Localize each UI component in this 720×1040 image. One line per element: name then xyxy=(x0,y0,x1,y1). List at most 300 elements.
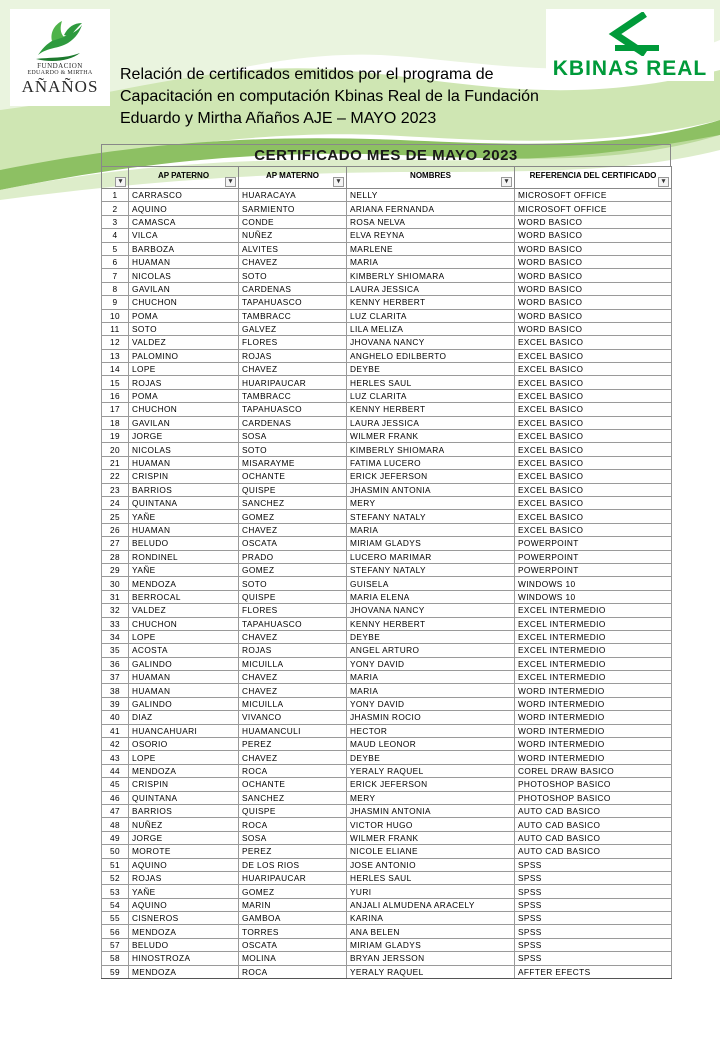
cell-referencia: EXCEL BASICO xyxy=(515,496,672,509)
cell-referencia: WORD BASICO xyxy=(515,242,672,255)
cell-nombres: LUZ CLARITA xyxy=(347,309,515,322)
cell-number: 21 xyxy=(102,456,129,469)
cell-nombres: MARIA xyxy=(347,684,515,697)
cell-nombres: LUZ CLARITA xyxy=(347,389,515,402)
cell-number: 25 xyxy=(102,510,129,523)
cell-ap-materno: TAPAHUASCO xyxy=(239,617,347,630)
cell-ap-paterno: JORGE xyxy=(129,430,239,443)
cell-nombres: ANGEL ARTURO xyxy=(347,644,515,657)
cell-number: 1 xyxy=(102,189,129,202)
cell-ap-paterno: HUAMAN xyxy=(129,523,239,536)
cell-number: 43 xyxy=(102,751,129,764)
cell-ap-paterno: YAÑE xyxy=(129,563,239,576)
cell-number: 48 xyxy=(102,818,129,831)
cell-ap-materno: QUISPE xyxy=(239,483,347,496)
table-row xyxy=(102,550,672,563)
table-row xyxy=(102,858,672,871)
cell-ap-materno: TORRES xyxy=(239,925,347,938)
table-row xyxy=(102,577,672,590)
table-row xyxy=(102,938,672,951)
cell-ap-materno: CHAVEZ xyxy=(239,630,347,643)
cell-referencia: WORD BASICO xyxy=(515,215,672,228)
header-label: AP PATERNO xyxy=(157,171,210,180)
cell-ap-materno: CHAVEZ xyxy=(239,671,347,684)
title-line-1: Relación de certificados emitidos por el programa de xyxy=(120,66,494,83)
table-row xyxy=(102,671,672,684)
kbinas-chevron-icon xyxy=(601,12,661,56)
cell-nombres: HERLES SAUL xyxy=(347,376,515,389)
cell-ap-paterno: RONDINEL xyxy=(129,550,239,563)
cell-ap-materno: TAPAHUASCO xyxy=(239,403,347,416)
cell-referencia: POWERPOINT xyxy=(515,550,672,563)
cell-referencia: WORD INTERMEDIO xyxy=(515,711,672,724)
cell-number: 34 xyxy=(102,630,129,643)
cell-referencia: WINDOWS 10 xyxy=(515,590,672,603)
cell-ap-paterno: CARRASCO xyxy=(129,189,239,202)
cell-ap-paterno: GALINDO xyxy=(129,697,239,710)
cell-referencia: EXCEL BASICO xyxy=(515,483,672,496)
cell-ap-materno: SOTO xyxy=(239,269,347,282)
kbinas-real-logo xyxy=(546,9,714,81)
cell-referencia: EXCEL BASICO xyxy=(515,510,672,523)
cell-number: 32 xyxy=(102,604,129,617)
logo-line-1: FUNDACION xyxy=(37,62,83,70)
cell-referencia: AFFTER EFECTS xyxy=(515,965,672,978)
cell-referencia: WORD INTERMEDIO xyxy=(515,724,672,737)
cell-referencia: SPSS xyxy=(515,925,672,938)
cell-number: 51 xyxy=(102,858,129,871)
cell-referencia: EXCEL BASICO xyxy=(515,403,672,416)
cell-nombres: JHOVANA NANCY xyxy=(347,604,515,617)
cell-referencia: WINDOWS 10 xyxy=(515,577,672,590)
table-row xyxy=(102,697,672,710)
table-row xyxy=(102,630,672,643)
title-line-2: Capacitación en computación Kbinas Real de la Fundación xyxy=(120,88,539,105)
cell-ap-materno: ROCA xyxy=(239,764,347,777)
cell-number: 33 xyxy=(102,617,129,630)
table-row xyxy=(102,242,672,255)
document-title xyxy=(120,64,560,130)
cell-referencia: WORD BASICO xyxy=(515,282,672,295)
cell-nombres: VICTOR HUGO xyxy=(347,818,515,831)
cell-ap-paterno: YAÑE xyxy=(129,885,239,898)
cell-ap-paterno: ROJAS xyxy=(129,376,239,389)
cell-number: 9 xyxy=(102,296,129,309)
cell-ap-paterno: GAVILAN xyxy=(129,416,239,429)
table-row xyxy=(102,349,672,362)
cell-referencia: PHOTOSHOP BASICO xyxy=(515,791,672,804)
cell-number: 58 xyxy=(102,952,129,965)
cell-ap-paterno: JORGE xyxy=(129,831,239,844)
cell-number: 39 xyxy=(102,697,129,710)
cell-number: 42 xyxy=(102,738,129,751)
cell-ap-materno: PRADO xyxy=(239,550,347,563)
table-row xyxy=(102,925,672,938)
cell-number: 23 xyxy=(102,483,129,496)
logo-line-3: AÑAÑOS xyxy=(21,77,99,96)
cell-number: 54 xyxy=(102,898,129,911)
cell-ap-materno: GALVEZ xyxy=(239,322,347,335)
cell-ap-paterno: PALOMINO xyxy=(129,349,239,362)
cell-referencia: WORD BASICO xyxy=(515,296,672,309)
cell-ap-materno: ROCA xyxy=(239,965,347,978)
table-row xyxy=(102,229,672,242)
table-row xyxy=(102,416,672,429)
cell-ap-paterno: NICOLAS xyxy=(129,443,239,456)
cell-ap-paterno: VALDEZ xyxy=(129,336,239,349)
cell-nombres: KENNY HERBERT xyxy=(347,617,515,630)
cell-ap-materno: TAMBRACC xyxy=(239,309,347,322)
cell-ap-paterno: CHUCHON xyxy=(129,617,239,630)
cell-ap-materno: GOMEZ xyxy=(239,563,347,576)
cell-number: 31 xyxy=(102,590,129,603)
cell-ap-paterno: CRISPIN xyxy=(129,778,239,791)
table-row xyxy=(102,483,672,496)
cell-number: 30 xyxy=(102,577,129,590)
cell-ap-materno: SOTO xyxy=(239,577,347,590)
cell-referencia: WORD BASICO xyxy=(515,322,672,335)
cell-ap-materno: CHAVEZ xyxy=(239,523,347,536)
cell-referencia: SPSS xyxy=(515,885,672,898)
cell-number: 17 xyxy=(102,403,129,416)
cell-ap-paterno: LOPE xyxy=(129,751,239,764)
cell-ap-paterno: DIAZ xyxy=(129,711,239,724)
cell-nombres: MARIA xyxy=(347,523,515,536)
cell-referencia: EXCEL INTERMEDIO xyxy=(515,604,672,617)
cell-number: 11 xyxy=(102,322,129,335)
cell-nombres: MERY xyxy=(347,791,515,804)
cell-nombres: GUISELA xyxy=(347,577,515,590)
cell-ap-materno: ALVITES xyxy=(239,242,347,255)
table-row xyxy=(102,724,672,737)
table-row xyxy=(102,912,672,925)
cell-nombres: MARIA ELENA xyxy=(347,590,515,603)
table-row xyxy=(102,189,672,202)
kbinas-real-wordmark: KBINAS REAL xyxy=(552,57,708,80)
table-row xyxy=(102,376,672,389)
cell-ap-materno: TAPAHUASCO xyxy=(239,296,347,309)
cell-ap-materno: CHAVEZ xyxy=(239,255,347,268)
cell-nombres: ANJALI ALMUDENA ARACELY xyxy=(347,898,515,911)
cell-number: 57 xyxy=(102,938,129,951)
filter-dropdown-icon[interactable]: ▾ xyxy=(115,177,126,187)
cell-nombres: KIMBERLY SHIOMARA xyxy=(347,443,515,456)
table-row xyxy=(102,804,672,817)
cell-ap-paterno: CAMASCA xyxy=(129,215,239,228)
table-row xyxy=(102,764,672,777)
cell-number: 35 xyxy=(102,644,129,657)
cell-referencia: SPSS xyxy=(515,858,672,871)
cell-nombres: STEFANY NATALY xyxy=(347,510,515,523)
cell-referencia: EXCEL INTERMEDIO xyxy=(515,671,672,684)
cell-ap-materno: PEREZ xyxy=(239,845,347,858)
cell-ap-paterno: QUINTANA xyxy=(129,791,239,804)
header-ap-materno xyxy=(239,167,347,189)
cell-ap-materno: MISARAYME xyxy=(239,456,347,469)
cell-ap-paterno: POMA xyxy=(129,309,239,322)
cell-ap-materno: TAMBRACC xyxy=(239,389,347,402)
dove-hand-icon xyxy=(34,17,86,63)
cell-number: 52 xyxy=(102,871,129,884)
cell-number: 14 xyxy=(102,363,129,376)
cell-number: 2 xyxy=(102,202,129,215)
cell-ap-paterno: NICOLAS xyxy=(129,269,239,282)
cell-referencia: AUTO CAD BASICO xyxy=(515,818,672,831)
cell-nombres: ROSA NELVA xyxy=(347,215,515,228)
cell-ap-materno: OCHANTE xyxy=(239,470,347,483)
table-row xyxy=(102,965,672,978)
cell-ap-paterno: BARRIOS xyxy=(129,804,239,817)
cell-nombres: LILA MELIZA xyxy=(347,322,515,335)
cell-referencia: WORD INTERMEDIO xyxy=(515,684,672,697)
cell-ap-materno: FLORES xyxy=(239,604,347,617)
table-row xyxy=(102,898,672,911)
cell-referencia: POWERPOINT xyxy=(515,563,672,576)
cell-ap-paterno: HUAMAN xyxy=(129,671,239,684)
cell-nombres: NICOLE ELIANE xyxy=(347,845,515,858)
cell-nombres: YONY DAVID xyxy=(347,657,515,670)
filter-dropdown-icon[interactable]: ▾ xyxy=(501,177,512,187)
cell-referencia: WORD INTERMEDIO xyxy=(515,697,672,710)
table-row xyxy=(102,389,672,402)
cell-number: 44 xyxy=(102,764,129,777)
cell-ap-paterno: POMA xyxy=(129,389,239,402)
cell-ap-paterno: SOTO xyxy=(129,322,239,335)
cell-ap-paterno: BARBOZA xyxy=(129,242,239,255)
cell-ap-paterno: GALINDO xyxy=(129,657,239,670)
cell-nombres: ANGHELO EDILBERTO xyxy=(347,349,515,362)
cell-ap-materno: PEREZ xyxy=(239,738,347,751)
cell-nombres: YONY DAVID xyxy=(347,697,515,710)
table-title: CERTIFICADO MES DE MAYO 2023 xyxy=(101,144,671,166)
table-row xyxy=(102,202,672,215)
cell-ap-materno: GOMEZ xyxy=(239,885,347,898)
cell-ap-paterno: CHUCHON xyxy=(129,403,239,416)
cell-ap-materno: OSCATA xyxy=(239,938,347,951)
cell-nombres: ELVA REYNA xyxy=(347,229,515,242)
table-row xyxy=(102,604,672,617)
logo-line-2: EDUARDO & MIRTHA xyxy=(27,70,93,76)
cell-number: 6 xyxy=(102,255,129,268)
table-row xyxy=(102,778,672,791)
cell-ap-materno: CARDENAS xyxy=(239,282,347,295)
cell-referencia: WORD BASICO xyxy=(515,269,672,282)
cell-nombres: JHASMIN ANTONIA xyxy=(347,804,515,817)
cell-nombres: MAUD LEONOR xyxy=(347,738,515,751)
cell-nombres: JHOVANA NANCY xyxy=(347,336,515,349)
cell-ap-paterno: HUAMAN xyxy=(129,255,239,268)
cell-referencia: SPSS xyxy=(515,871,672,884)
cell-number: 8 xyxy=(102,282,129,295)
cell-number: 22 xyxy=(102,470,129,483)
table-row xyxy=(102,952,672,965)
cell-nombres: KARINA xyxy=(347,912,515,925)
table-row xyxy=(102,255,672,268)
cell-referencia: POWERPOINT xyxy=(515,537,672,550)
cell-number: 4 xyxy=(102,229,129,242)
cell-nombres: LAURA JESSICA xyxy=(347,416,515,429)
cell-referencia: EXCEL BASICO xyxy=(515,336,672,349)
cell-number: 37 xyxy=(102,671,129,684)
cell-ap-paterno: OSORIO xyxy=(129,738,239,751)
header-number xyxy=(102,167,129,189)
cell-ap-materno: FLORES xyxy=(239,336,347,349)
cell-ap-paterno: ACOSTA xyxy=(129,644,239,657)
table-row xyxy=(102,751,672,764)
cell-ap-paterno: HUAMAN xyxy=(129,684,239,697)
cell-number: 55 xyxy=(102,912,129,925)
cell-referencia: WORD INTERMEDIO xyxy=(515,738,672,751)
cell-nombres: JHASMIN ROCIO xyxy=(347,711,515,724)
cell-number: 18 xyxy=(102,416,129,429)
cell-nombres: LUCERO MARIMAR xyxy=(347,550,515,563)
cell-number: 7 xyxy=(102,269,129,282)
cell-referencia: EXCEL BASICO xyxy=(515,456,672,469)
cell-ap-materno: CHAVEZ xyxy=(239,363,347,376)
cell-ap-materno: OSCATA xyxy=(239,537,347,550)
table-row xyxy=(102,818,672,831)
cell-referencia: EXCEL BASICO xyxy=(515,389,672,402)
table-row xyxy=(102,443,672,456)
cell-number: 19 xyxy=(102,430,129,443)
cell-number: 38 xyxy=(102,684,129,697)
table-row xyxy=(102,537,672,550)
table-row xyxy=(102,590,672,603)
cell-ap-materno: ROJAS xyxy=(239,644,347,657)
cell-ap-materno: SOSA xyxy=(239,831,347,844)
cell-ap-materno: MARIN xyxy=(239,898,347,911)
cell-referencia: SPSS xyxy=(515,952,672,965)
cell-nombres: NELLY xyxy=(347,189,515,202)
cell-ap-materno: GAMBOA xyxy=(239,912,347,925)
cell-ap-paterno: BERROCAL xyxy=(129,590,239,603)
cell-number: 36 xyxy=(102,657,129,670)
certificates-table xyxy=(101,144,671,979)
cell-ap-paterno: HUANCAHUARI xyxy=(129,724,239,737)
cell-referencia: WORD INTERMEDIO xyxy=(515,751,672,764)
cell-nombres: DEYBE xyxy=(347,751,515,764)
cell-ap-paterno: LOPE xyxy=(129,630,239,643)
cell-number: 56 xyxy=(102,925,129,938)
filter-dropdown-icon[interactable]: ▾ xyxy=(658,177,669,187)
cell-number: 49 xyxy=(102,831,129,844)
cell-ap-paterno: MENDOZA xyxy=(129,764,239,777)
cell-ap-paterno: MENDOZA xyxy=(129,577,239,590)
cell-ap-paterno: AQUINO xyxy=(129,858,239,871)
table-header-row xyxy=(102,167,672,189)
cell-number: 5 xyxy=(102,242,129,255)
table-row xyxy=(102,430,672,443)
cell-ap-materno: MICUILLA xyxy=(239,657,347,670)
cell-ap-paterno: HUAMAN xyxy=(129,456,239,469)
table-row xyxy=(102,403,672,416)
cell-nombres: HERLES SAUL xyxy=(347,871,515,884)
cell-referencia: WORD BASICO xyxy=(515,229,672,242)
cell-ap-materno: HUARIPAUCAR xyxy=(239,376,347,389)
table-row xyxy=(102,309,672,322)
cell-nombres: KENNY HERBERT xyxy=(347,403,515,416)
cell-referencia: SPSS xyxy=(515,938,672,951)
cell-ap-paterno: BELUDO xyxy=(129,938,239,951)
cell-ap-paterno: MOROTE xyxy=(129,845,239,858)
cell-ap-paterno: CHUCHON xyxy=(129,296,239,309)
cell-nombres: FATIMA LUCERO xyxy=(347,456,515,469)
table-row xyxy=(102,644,672,657)
header-ap-paterno xyxy=(129,167,239,189)
cell-ap-materno: OCHANTE xyxy=(239,778,347,791)
cell-referencia: MICROSOFT OFFICE xyxy=(515,189,672,202)
cell-number: 46 xyxy=(102,791,129,804)
table-row xyxy=(102,336,672,349)
cell-nombres: ERICK JEFERSON xyxy=(347,470,515,483)
cell-ap-materno: MICUILLA xyxy=(239,697,347,710)
cell-ap-materno: ROCA xyxy=(239,818,347,831)
cell-nombres: KENNY HERBERT xyxy=(347,296,515,309)
cell-ap-paterno: BARRIOS xyxy=(129,483,239,496)
cell-nombres: ARIANA FERNANDA xyxy=(347,202,515,215)
cell-nombres: STEFANY NATALY xyxy=(347,563,515,576)
table-row xyxy=(102,322,672,335)
cell-ap-materno: CARDENAS xyxy=(239,416,347,429)
cell-referencia: EXCEL BASICO xyxy=(515,376,672,389)
cell-referencia: AUTO CAD BASICO xyxy=(515,831,672,844)
header-label: AP MATERNO xyxy=(265,171,320,180)
cell-ap-paterno: VILCA xyxy=(129,229,239,242)
fundacion-logo xyxy=(10,9,110,106)
cell-ap-paterno: LOPE xyxy=(129,363,239,376)
cell-nombres: LAURA JESSICA xyxy=(347,282,515,295)
cell-number: 59 xyxy=(102,965,129,978)
table-row xyxy=(102,269,672,282)
cell-ap-materno: HUARACAYA xyxy=(239,189,347,202)
table-row xyxy=(102,296,672,309)
cell-number: 29 xyxy=(102,563,129,576)
table-row xyxy=(102,845,672,858)
header-label: REFERENCIA DEL CERTIFICADO xyxy=(529,171,657,180)
cell-referencia: EXCEL BASICO xyxy=(515,349,672,362)
cell-nombres: JOSE ANTONIO xyxy=(347,858,515,871)
filter-dropdown-icon[interactable]: ▾ xyxy=(225,177,236,187)
table-row xyxy=(102,470,672,483)
cell-ap-paterno: CRISPIN xyxy=(129,470,239,483)
table-row xyxy=(102,456,672,469)
cell-referencia: EXCEL BASICO xyxy=(515,430,672,443)
table-row xyxy=(102,215,672,228)
cell-ap-materno: CHAVEZ xyxy=(239,751,347,764)
header-label: NOMBRES xyxy=(410,171,451,180)
header-nombres xyxy=(347,167,515,189)
cell-number: 47 xyxy=(102,804,129,817)
table-row xyxy=(102,738,672,751)
cell-number: 10 xyxy=(102,309,129,322)
cell-nombres: YURI xyxy=(347,885,515,898)
cell-number: 50 xyxy=(102,845,129,858)
cell-ap-materno: QUISPE xyxy=(239,804,347,817)
cell-nombres: MARLENE xyxy=(347,242,515,255)
cell-referencia: EXCEL INTERMEDIO xyxy=(515,617,672,630)
cell-referencia: AUTO CAD BASICO xyxy=(515,845,672,858)
cell-number: 3 xyxy=(102,215,129,228)
filter-dropdown-icon[interactable]: ▾ xyxy=(333,177,344,187)
cell-ap-paterno: NUÑEZ xyxy=(129,818,239,831)
cell-number: 20 xyxy=(102,443,129,456)
cell-ap-materno: CONDE xyxy=(239,215,347,228)
cell-number: 27 xyxy=(102,537,129,550)
cell-ap-materno: SANCHEZ xyxy=(239,791,347,804)
cell-referencia: COREL DRAW BASICO xyxy=(515,764,672,777)
table-row xyxy=(102,711,672,724)
cell-ap-materno: QUISPE xyxy=(239,590,347,603)
